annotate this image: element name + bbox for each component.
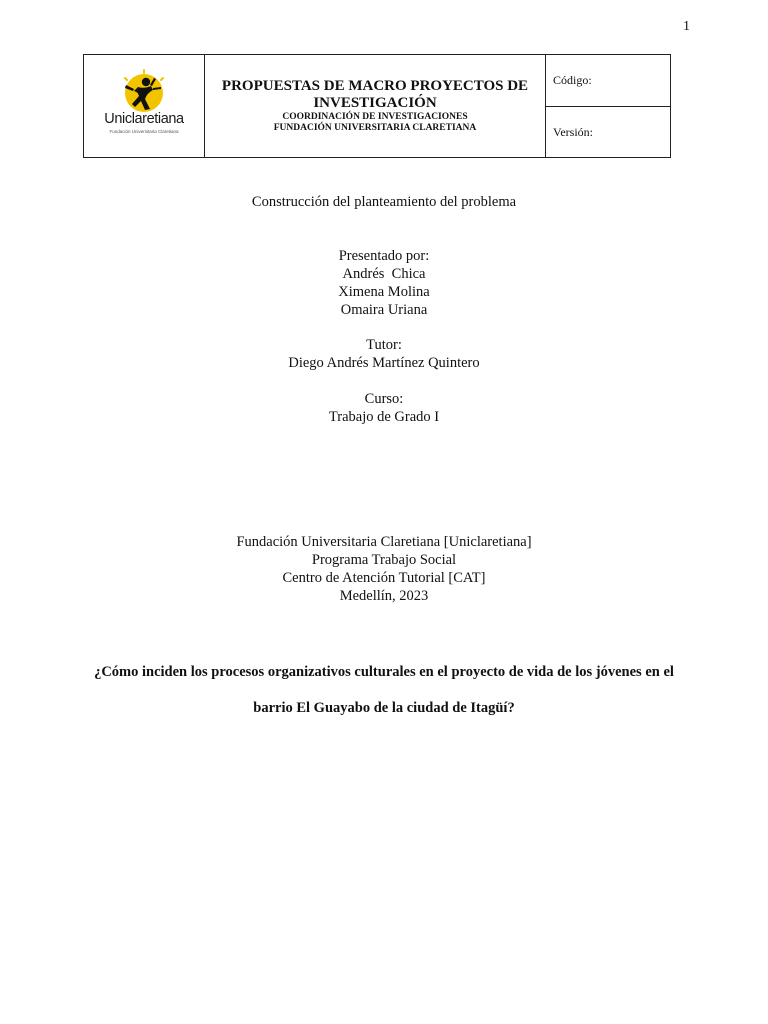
header-subtitle-1: COORDINACIÓN DE INVESTIGACIONES xyxy=(282,112,468,122)
logo-wordmark: Uniclaretiana xyxy=(104,110,184,127)
author-name: Ximena Molina xyxy=(338,284,430,300)
header-subtitle-2: FUNDACIÓN UNIVERSITARIA CLARETIANA xyxy=(273,123,477,133)
code-label: Código: xyxy=(553,73,592,87)
institution-block xyxy=(0,533,768,605)
presented-label: Presentado por: xyxy=(338,248,430,264)
program-name: Programa Trabajo Social xyxy=(311,552,457,568)
document-header-table xyxy=(83,54,671,158)
research-question-line-1: ¿Cómo inciden los procesos organizativos culturales en el proyecto de vida de los jóvenes en el xyxy=(94,664,674,680)
version-label: Versión: xyxy=(553,124,593,139)
tutor-label: Tutor: xyxy=(366,337,402,353)
course-block xyxy=(0,390,768,426)
course-name: Trabajo de Grado I xyxy=(328,409,440,425)
center-name: Centro de Atención Tutorial [CAT] xyxy=(282,570,486,586)
logo-tagline: Fundación Universitaria Claretiana xyxy=(109,128,179,134)
document-heading: Construcción del planteamiento del problema xyxy=(251,194,517,210)
research-question-line-2: barrio El Guayabo de la ciudad de Itagüí? xyxy=(253,700,515,716)
institution-name: Fundación Universitaria Claretiana [Uniclaretiana] xyxy=(236,534,532,550)
page-number: 1 xyxy=(683,19,690,34)
authors-block xyxy=(0,247,768,319)
version-cell xyxy=(546,106,671,158)
header-title: PROPUESTAS DE MACRO PROYECTOS DE INVESTIGACIÓN xyxy=(221,78,529,111)
tutor-block xyxy=(0,336,768,372)
code-cell xyxy=(546,55,671,107)
course-label: Curso: xyxy=(364,391,404,407)
logo-cell xyxy=(84,55,205,158)
document-heading-block xyxy=(0,193,768,211)
sun-figure-icon xyxy=(94,69,194,113)
place-date: Medellín, 2023 xyxy=(339,588,429,604)
uniclaretiana-logo xyxy=(94,69,194,139)
header-title-cell xyxy=(205,55,546,158)
tutor-name: Diego Andrés Martínez Quintero xyxy=(288,355,480,371)
author-name: Omaira Uriana xyxy=(340,302,428,318)
author-name: Andrés Chica xyxy=(342,266,426,282)
